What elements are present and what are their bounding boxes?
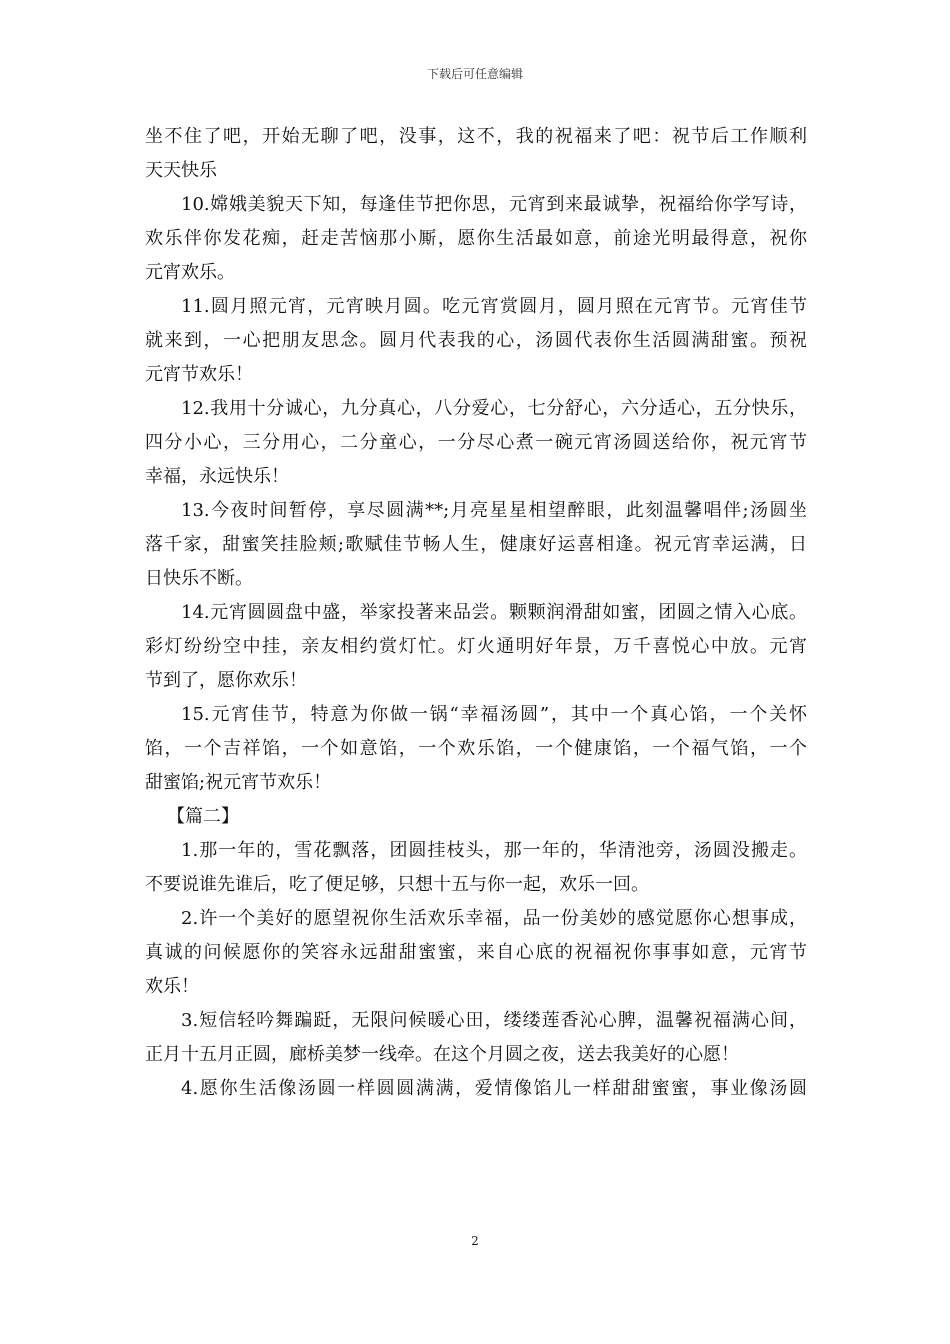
text-line: 元宵节欢乐！ — [145, 364, 253, 385]
text-line: 15.元宵佳节，特意为你做一锅“幸福汤圆”，其中一个真心馅，一个关怀 — [181, 704, 807, 725]
text-line: 不要说谁先谁后，吃了便足够，只想十五与你一起，欢乐一回。 — [145, 874, 649, 895]
page-header: 下载后可任意编辑 — [426, 67, 523, 81]
section-heading: 【篇二】 — [167, 806, 239, 827]
page-number: 2 — [471, 1234, 479, 1248]
text-line: 就来到，一心把朋友思念。圆月代表我的心，汤圆代表你生活圆满甜蜜。预祝 — [145, 330, 807, 351]
text-line: 1.那一年的，雪花飘落，团圆挂枝头，那一年的，华清池旁，汤圆没搬走。 — [181, 840, 807, 861]
text-line: 12.我用十分诚心，九分真心，八分爱心，七分舒心，六分适心，五分快乐， — [181, 398, 807, 419]
text-line: 13.今夜时间暂停，享尽圆满**;月亮星星相望醉眼，此刻温馨唱伴;汤圆坐 — [181, 500, 807, 521]
text-line: 四分小心，三分用心，二分童心，一分尽心煮一碗元宵汤圆送给你，祝元宵节 — [145, 432, 807, 453]
text-line: 欢乐！ — [145, 976, 199, 997]
text-line: 正月十五月正圆，廊桥美梦一线牵。在这个月圆之夜，送去我美好的心愿！ — [145, 1044, 739, 1065]
text-line: 彩灯纷纷空中挂，亲友相约赏灯忙。灯火通明好年景，万千喜悦心中放。元宵 — [145, 636, 807, 657]
text-line: 元宵欢乐。 — [145, 262, 235, 283]
text-line: 真诚的问候愿你的笑容永远甜甜蜜蜜，来自心底的祝福祝你事事如意，元宵节 — [145, 942, 807, 963]
text-line: 坐不住了吧，开始无聊了吧，没事，这不，我的祝福来了吧：祝节后工作顺利 — [145, 126, 807, 147]
text-line: 甜蜜馅;祝元宵节欢乐！ — [145, 772, 332, 793]
text-line: 节到了，愿你欢乐！ — [145, 670, 307, 691]
text-line: 11.圆月照元宵，元宵映月圆。吃元宵赏圆月，圆月照在元宵节。元宵佳节 — [181, 296, 807, 317]
document-body — [145, 124, 807, 1110]
text-line: 幸福，永远快乐！ — [145, 466, 289, 487]
text-line: 日快乐不断。 — [145, 568, 253, 589]
text-line: 3.短信轻吟舞蹁跹，无限问候暖心田，缕缕莲香沁心脾，温馨祝福满心间， — [181, 1010, 807, 1031]
text-line: 14.元宵圆圆盘中盛，举家投著来品尝。颗颗润滑甜如蜜，团圆之情入心底。 — [181, 602, 807, 623]
text-line: 4.愿你生活像汤圆一样圆圆满满，爱情像馅儿一样甜甜蜜蜜，事业像汤圆 — [181, 1078, 807, 1099]
text-line: 欢乐伴你发花痴，赶走苦恼那小厮，愿你生活最如意，前途光明最得意，祝你 — [145, 228, 807, 249]
text-line: 2.许一个美好的愿望祝你生活欢乐幸福，品一份美妙的感觉愿你心想事成， — [181, 908, 807, 929]
text-line: 天天快乐 — [145, 160, 217, 181]
text-line: 馅，一个吉祥馅，一个如意馅，一个欢乐馅，一个健康馅，一个福气馅，一个 — [145, 738, 807, 759]
text-line: 10.嫦娥美貌天下知，每逢佳节把你思，元宵到来最诚挚，祝福给你学写诗， — [181, 194, 807, 215]
text-line: 落千家，甜蜜笑挂脸颊;歌赋佳节畅人生，健康好运喜相逢。祝元宵幸运满，日 — [145, 534, 807, 555]
